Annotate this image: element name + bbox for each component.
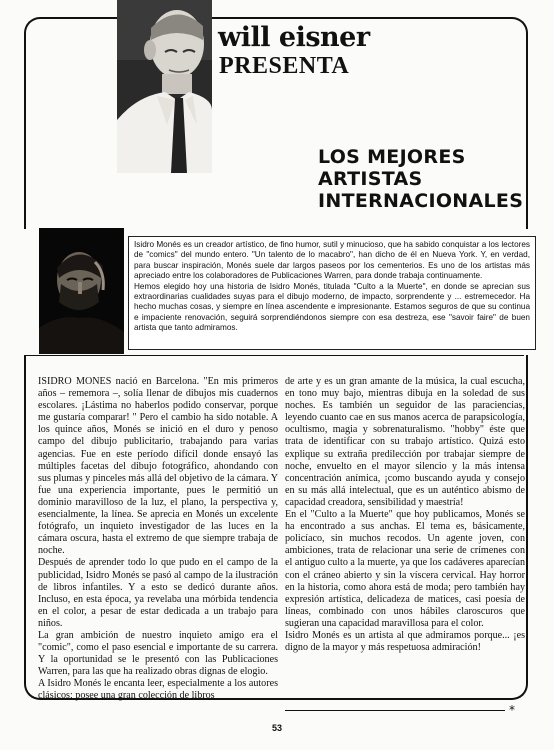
article-paragraph: A Isidro Monés le encanta leer, especialmente a los autores clásicos; posee una gran colección de libros xyxy=(38,678,278,702)
isidro-mones-photo xyxy=(39,228,124,354)
article-divider-line xyxy=(24,355,524,356)
presenta-label: PRESENTA xyxy=(219,53,350,79)
article-paragraph: Después de aprender todo lo que pudo en el campo de la publicidad, Isidro Monés se pasó al campo de la ilustración de libros infantiles. Y a esto se dedicó durante años. Incluso, en esta época, ya revelaba una mórbida tendencia en el color, a pesar de estar dedicada a un trabajo para niños. xyxy=(38,557,278,629)
intro-paragraph-2: Hemos elegido hoy una historia de Isidro Monés, titulada "Culto a la Muerte", en donde se aprecian sus extraordinarias cualidades suyas para el dibujo moderno, de impacto, sorprendente y ... estremecedor. Ha hecho muchas cosas, y siempre en línea ascendente e impresionante. Estamos seguros de que su continua e impaciente renovación, seguirá sorprendiéndonos siempre con esa destreza, ese "savoir faire" de buen artista que tanto admiramos. xyxy=(134,281,530,333)
will-eisner-photo xyxy=(117,0,212,173)
intro-text xyxy=(134,240,530,334)
article-paragraph: de arte y es un gran amante de la música, la cual escucha, en tono muy bajo, mientras dibuja en la soledad de sus noches. Es también un seguidor de las paraciencias, leyendo cuanto cae en sus manos acerca de parapsicología, ocultismo, magia y sobrenaturalismo. "hobby" éste que trata de identificar con su trabajo artístico. Quizá esto explique su extraña predilección por trabajar siempre de noche, envuelto en el mayor silencio y la más intensa concentración anímica, ¡como buscando ayuda y consejo en su más allá intelectual, que es un auténtico abismo de capacidad creadora, sensibilidad y maestría! xyxy=(285,376,525,508)
headline-line-3: INTERNACIONALES xyxy=(318,190,524,212)
headline-line-1: LOS MEJORES xyxy=(318,146,466,168)
headline xyxy=(318,146,523,212)
article-paragraph: Isidro Monés es un artista al que admiramos porque... ¡es digno de la mayor y más respetuosa admiración! xyxy=(285,629,525,654)
page-number: 53 xyxy=(271,723,282,733)
end-asterisk: * xyxy=(509,703,515,717)
article-column-right xyxy=(285,376,525,654)
article-paragraph: La gran ambición de nuestro inquieto amigo era el "comic", como el paso esencial e importante de su carrera. Y la oportunidad se le presentó con las Publicaciones Warren, para las que ha realizado obras dignas de elogio. xyxy=(38,629,278,678)
article-paragraph: ISIDRO MONES nació en Barcelona. "En mis primeros años – rememora –, solía llenar de dibujos mis cuadernos escolares. ¡Lástima no haberlos podido conservar, porque me gustaría comparar! " Pero el cambio ha sido notable. A los quince años, Monés se inició en el duro y penoso campo del dibujo publicitario, trabajando para varias agencias. Fue en este período difícil donde ensayó las múltiples facetas del dibujo fotográfico, ahondando con sus plumas y pinceles más allá del objetivo de la cámara. Y fue una experiencia importante, pues le permitió un dominio maravilloso de la luz, el plano, la perspectiva y, esencialmente, la línea. Se aprecia en Monés un excelente fotógrafo, un inquieto investigador de las luces en la cámara oscura, hasta el extremo de que siempre trabaja de noche. xyxy=(38,376,278,557)
presenter-name: will eisner xyxy=(218,22,370,53)
intro-paragraph-1: Isidro Monés es un creador artístico, de fino humor, sutil y minucioso, que ha sabido conquistar a los lectores de "comics" del mundo entero. "Un talento de lo macabro", han dicho de él en Nueva York. Y, en verdad, para buscar inspiración, Monés suele dar largos paseos por los cementerios. Es uno de los artistas más apreciado entre los colaboradores de Publicaciones Warren, para donde trabaja continuamente. xyxy=(134,240,530,281)
article-paragraph: En el "Culto a la Muerte" que hoy publicamos, Monés se ha encontrado a sus anchas. El tema es, básicamente, policíaco, sin muchos recodos. Un agente joven, con ambiciones, trata de relacionar una serie de crímenes con el antiguo culto a la muerte, ya que los cadáveres aparecían con el cráneo abierto y sin la víscera cervical. Hay horror en la historia, como ahora está de moda; pero también hay expresión artística, delicadeza de matices, casi poesía de líneas, combinado con unos hábiles claroscuros que sugieran una capacidad maravillosa para el color. xyxy=(285,509,525,629)
end-rule xyxy=(285,710,505,711)
article-column-left xyxy=(38,376,278,703)
end-of-article-mark xyxy=(285,703,519,717)
headline-line-2: ARTISTAS xyxy=(318,168,423,190)
